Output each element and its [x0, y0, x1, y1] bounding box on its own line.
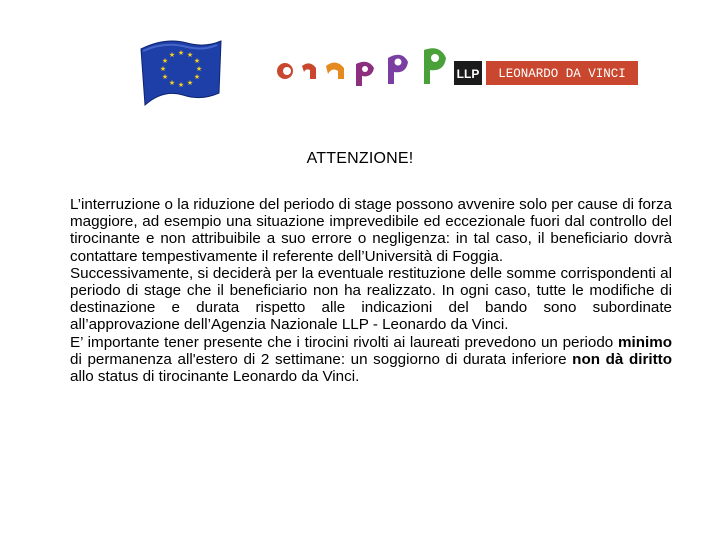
paragraph-restitution: Successivamente, si deciderà per la eventuale restituzione delle somme corrispondenti al periodo di stage che il beneficiario non ha realizzato. In ogni caso, tutte le modifiche di destinazione e durata rispetto alle indicazioni del bando sono subordinate all’approvazione dell’Agenzia Nazionale LLP - Leonardo da Vinci.	[70, 264, 672, 334]
logo-llp-text: LLP	[456, 67, 480, 81]
svg-text:★: ★	[195, 65, 203, 73]
svg-text:★: ★	[177, 81, 185, 89]
body-text	[70, 196, 672, 385]
llp-swirl-icons	[277, 48, 446, 86]
svg-text:★: ★	[161, 57, 169, 65]
text-span: allo status di tirocinante Leonardo da Vinci.	[70, 368, 360, 386]
paragraph-interruption: L’interruzione o la riduzione del periodo di stage possono avvenire solo per cause di forza maggiore, ad esempio una situazione imprevedibile ed eccezionale fuori dal controllo del tirocinante e non attribuibile a suo errore o negligenza: in tal caso, il beneficiario dovrà contattare tempestivamente il referente dell’Università di Foggia.	[70, 196, 672, 265]
svg-text:★: ★	[193, 73, 201, 81]
text-span: di permanenza all'estero di 2 settimane: un soggiorno di durata inferiore	[70, 350, 573, 368]
svg-text:★: ★	[159, 65, 167, 73]
page-title: ATTENZIONE!	[306, 150, 414, 167]
svg-text:★: ★	[186, 51, 194, 59]
eu-flag-icon	[135, 35, 225, 107]
svg-text:★: ★	[168, 51, 176, 59]
logo-program-text: LEONARDO DA VINCI	[498, 67, 626, 81]
svg-text:★: ★	[177, 49, 185, 57]
svg-text:★: ★	[186, 79, 194, 87]
llp-program-logo	[272, 44, 640, 90]
svg-text:★: ★	[168, 79, 176, 87]
bold-text-non-da-diritto: non dà diritto	[572, 350, 673, 368]
svg-text:★: ★	[193, 57, 201, 65]
text-span: E’ importante tener presente che i tirocini rivolti ai laureati prevedono un periodo	[70, 333, 618, 351]
bold-text-minimo: minimo	[617, 333, 672, 351]
svg-text:★: ★	[161, 73, 169, 81]
paragraph-minimum-period	[70, 334, 672, 386]
